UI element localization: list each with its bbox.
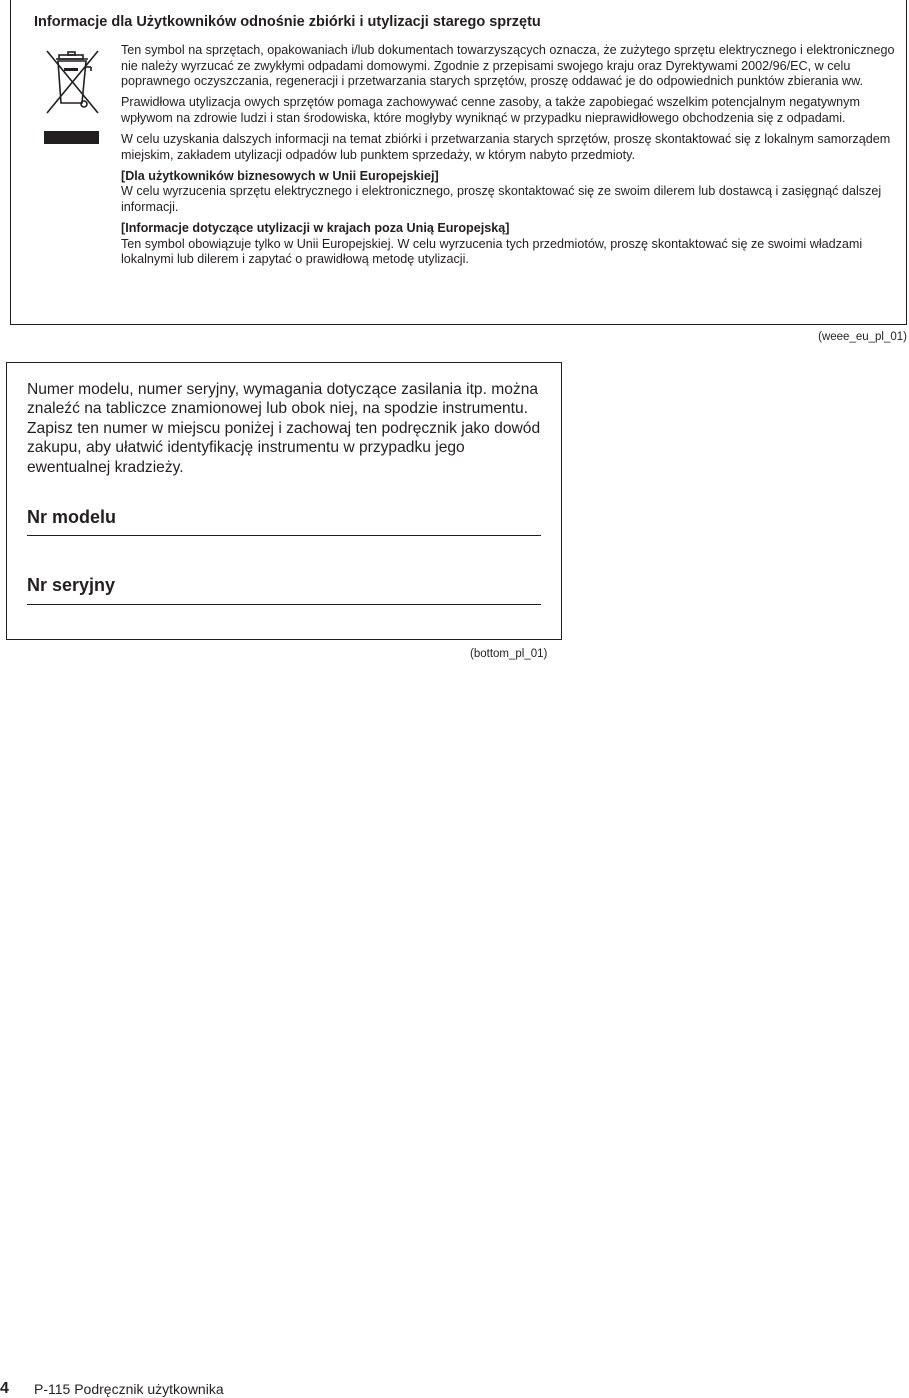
- serial-number-label: Nr seryjny: [27, 575, 116, 595]
- weee-title: Informacje dla Użytkowników odnośnie zbiórki i utylizacji starego sprzętu: [34, 14, 541, 30]
- manual-name: P-115 Podręcznik użytkownika: [34, 1381, 224, 1397]
- bottom-tag: (bottom_pl_01): [470, 648, 548, 660]
- weee-tag: (weee_eu_pl_01): [818, 331, 907, 343]
- model-info-box: [6, 362, 562, 640]
- weee-text-block: [121, 43, 901, 273]
- weee-info-box: [10, 0, 907, 325]
- serial-number-line: [27, 604, 541, 605]
- weee-outside-eu-text: Ten symbol obowiązuje tylko w Unii Europejskiej. W celu wyrzucenia tych przedmiotów, proszę skontaktować się ze swoimi władzami lokalnymi lub dilerem i zapytać o prawidłową metodę utylizacji.: [121, 236, 863, 267]
- weee-paragraph: Prawidłowa utylizacja owych sprzętów pomaga zachowywać cenne zasoby, a także zapobiegać wszelkim potencjalnym negatywnym wpływom na zdrowie ludzi i stan środowiska, które mogłyby wyniknąć w przypadku nieprawidłowego obchodzenia się z odpadami.: [121, 95, 860, 125]
- weee-business-section: [121, 169, 901, 216]
- weee-outside-eu-section: [121, 221, 901, 268]
- weee-paragraph: Ten symbol na sprzętach, opakowaniach i/lub dokumentach towarzyszących oznacza, że zużytego sprzętu elektrycznego i elektronicznego nie należy wyrzucać ze zwykłymi odpadami domowymi. Zgodnie z przepisami swojego kraju oraz Dyrektywami 2002/96/EC, w celu poprawnego oczyszczania, regeneracji i przetwarzania starych sprzętów, proszę oddawać je do odpowiednich punktów zbierania ww.: [121, 43, 895, 89]
- weee-business-text: W celu wyrzucenia sprzętu elektrycznego i elektronicznego, proszę skontaktować się ze swoim dilerem lub dostawcą i zasięgnąć dalszej informacji.: [121, 184, 882, 214]
- weee-business-heading: [Dla użytkowników biznesowych w Unii Europejskiej]: [121, 168, 439, 183]
- weee-outside-eu-heading: [Informacje dotyczące utylizacji w krajach poza Unią Europejską]: [121, 220, 510, 235]
- model-number-line: [27, 535, 541, 536]
- model-intro-text: Numer modelu, numer seryjny, wymagania dotyczące zasilania itp. można znaleźć na tabliczce znamionowej lub obok niej, na spodzie instrumentu. Zapisz ten numer w miejscu poniżej i zachowaj ten podręcznik jako dowód zakupu, aby ułatwić identyfikację instrumentu w przypadku jego ewentualnej kradzieży.: [27, 381, 541, 476]
- model-number-label: Nr modelu: [27, 507, 117, 527]
- weee-paragraph: W celu uzyskania dalszych informacji na temat zbiórki i przetwarzania starych sprzętów, proszę skontaktować się z lokalnym samorządem miejskim, zakładem utylizacji odpadów lub punktem sprzedaży, w którym nabyto przedmioty.: [121, 131, 891, 162]
- crossed-out-wheelie-bin-icon: [42, 47, 102, 145]
- page-number: 4: [0, 1380, 9, 1397]
